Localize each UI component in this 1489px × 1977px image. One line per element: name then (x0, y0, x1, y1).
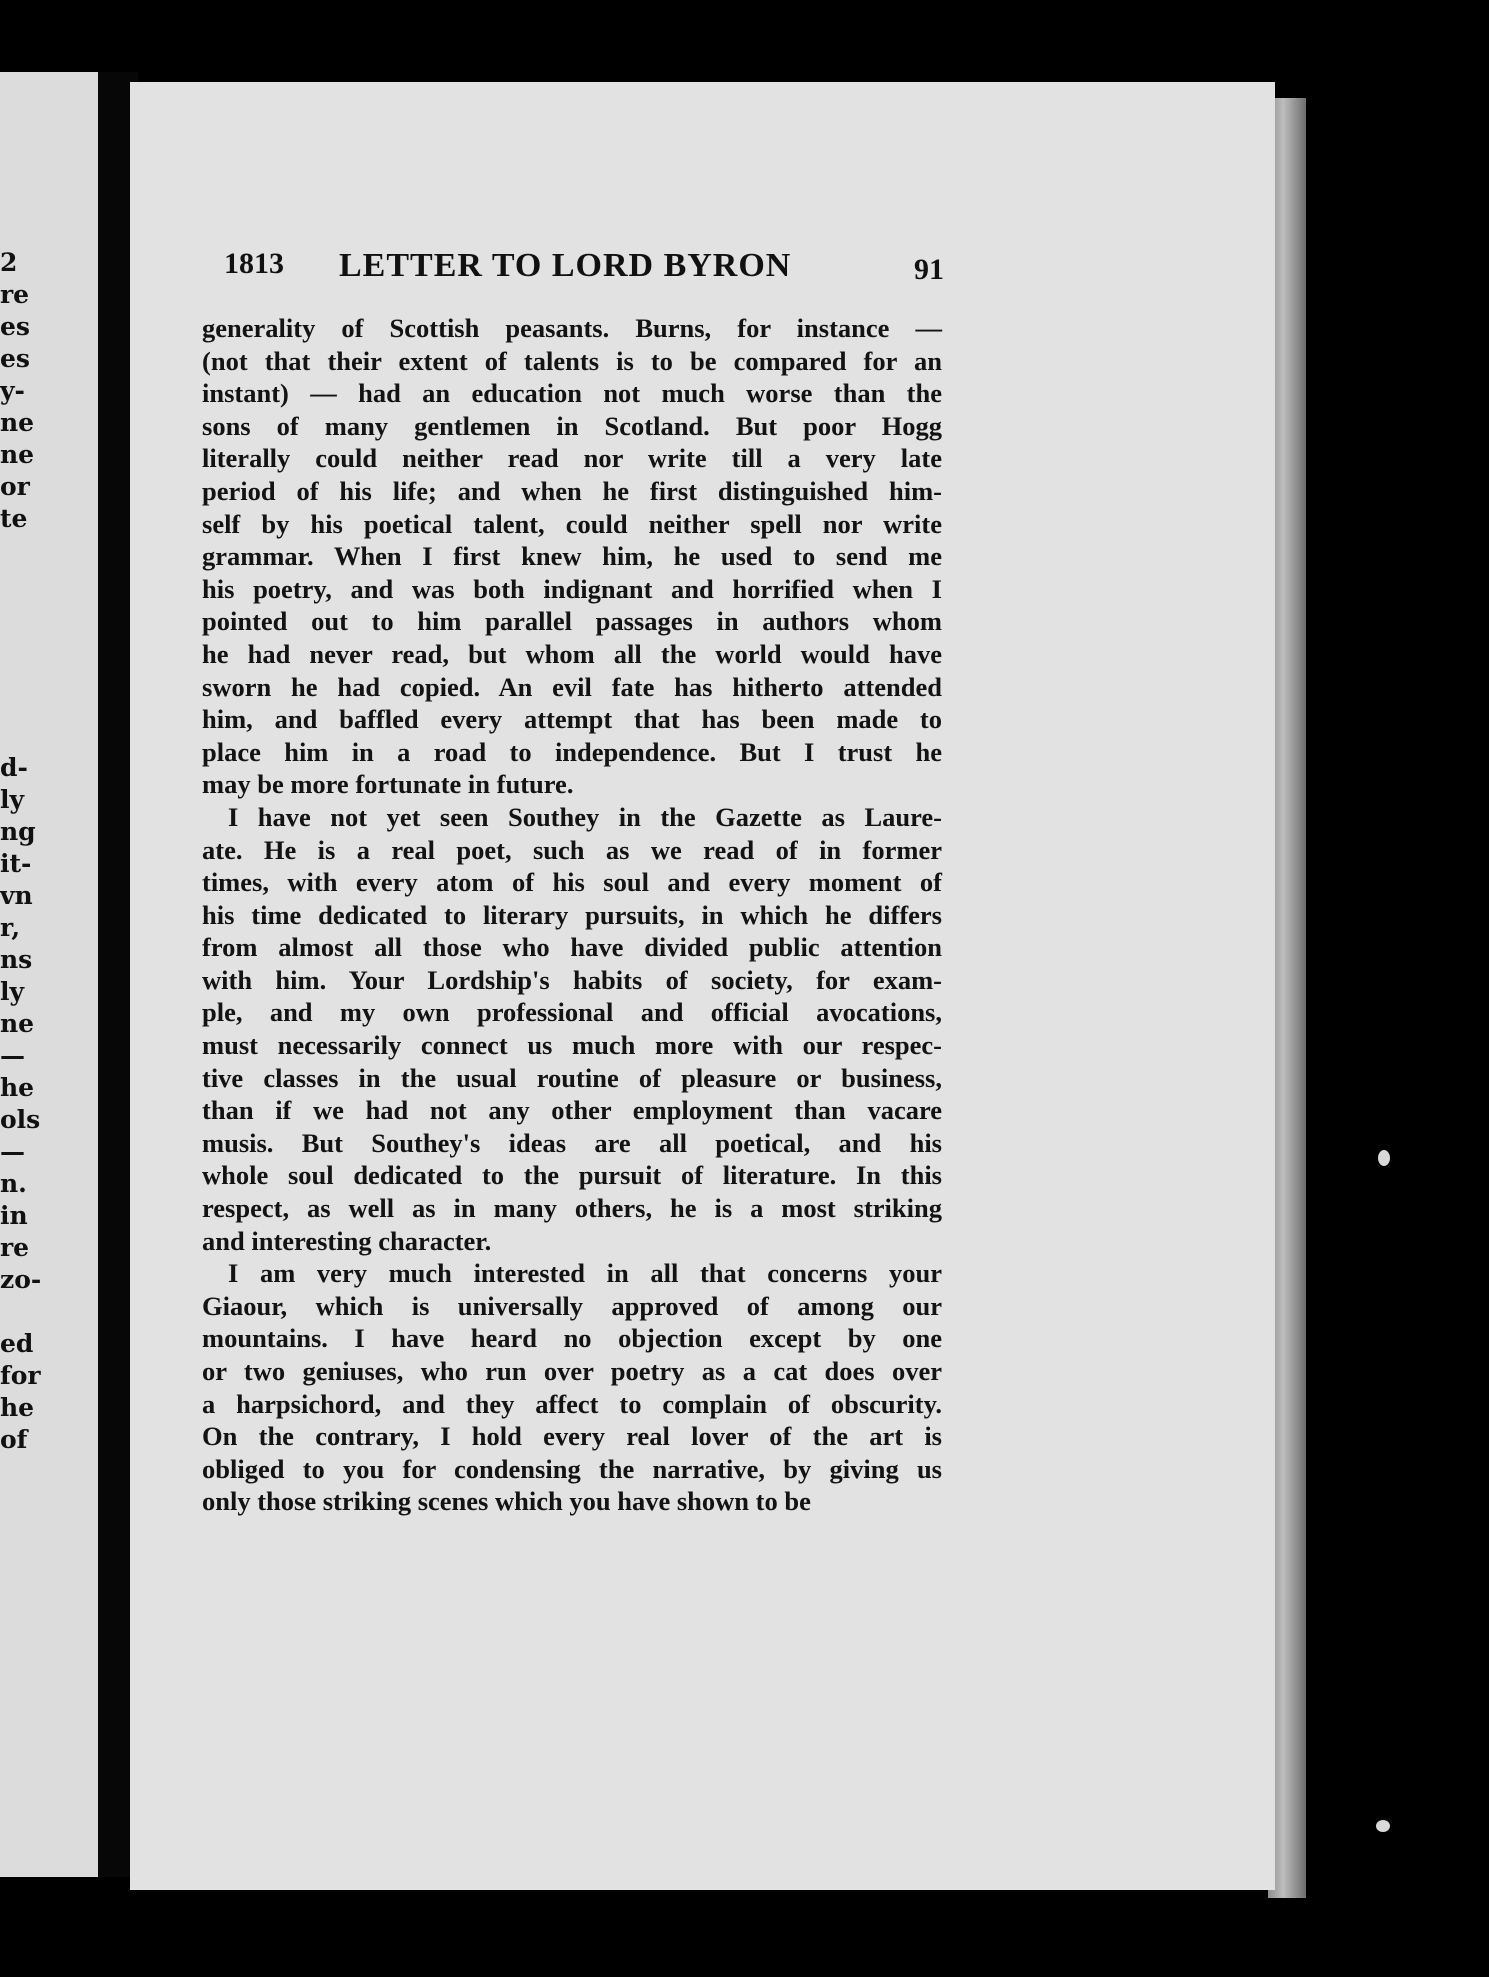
left-page-fragment (0, 1296, 98, 1328)
left-page-fragment: es (0, 312, 30, 341)
text-line: Giaour, which is universally approved of among our (202, 1290, 942, 1321)
text-line: a harpsichord, and they affect to complain of obscurity. (202, 1388, 942, 1419)
left-page-fragment: re (0, 280, 30, 309)
text-line: literally could neither read nor write till a very late (202, 443, 942, 474)
left-page-fragment: ne (0, 408, 35, 437)
text-line: place him in a road to independence. But I trust he (202, 736, 942, 767)
left-page-fragment: ng (0, 817, 36, 846)
paragraph (202, 801, 942, 1257)
left-page-fragment: — (0, 1137, 25, 1166)
running-head (224, 247, 944, 297)
paragraph (202, 312, 942, 801)
letter-body-text (202, 312, 942, 1518)
text-line: I have not yet seen Southey in the Gazette as Laure- (228, 801, 942, 832)
text-line: must necessarily connect us much more with our respec- (202, 1030, 942, 1061)
left-page-fragment: n. (0, 1169, 27, 1198)
left-page-fragment: ly (0, 977, 25, 1006)
paragraph (202, 1257, 942, 1518)
left-page-fragment: y- (0, 376, 25, 405)
text-line: respect, as well as in many others, he is a most striking (202, 1193, 942, 1224)
text-line: obliged to you for condensing the narrative, by giving us (202, 1453, 942, 1484)
left-page-fragment: ols (0, 1105, 41, 1134)
left-page-fragment: or (0, 472, 30, 501)
text-line: ate. He is a real poet, such as we read of in former (202, 834, 942, 865)
text-line: ple, and my own professional and official avocations, (202, 997, 942, 1028)
text-line: or two geniuses, who run over poetry as a cat does over (202, 1356, 942, 1386)
text-line: may be more fortunate in future. (202, 769, 574, 800)
left-page-fragment: he (0, 1393, 35, 1422)
left-page-fragment: — (0, 1041, 25, 1070)
text-line: (not that their extent of talents is to be compared for an (202, 345, 942, 376)
left-page-fragment: es (0, 344, 30, 373)
scan-speck (1376, 1820, 1390, 1832)
text-line: whole soul dedicated to the pursuit of literature. In this (202, 1160, 942, 1191)
running-head-year: 1813 (224, 247, 284, 280)
text-line: On the contrary, I hold every real lover of the art is (202, 1421, 942, 1452)
left-page-fragment: 2 (0, 248, 18, 277)
text-line: with him. Your Lordship's habits of society, for exam- (202, 964, 942, 995)
left-page-fragment: in (0, 1201, 28, 1230)
left-page-lower-fragments (0, 752, 98, 1456)
scan-speck (1378, 1150, 1390, 1166)
left-page-fragment: ed (0, 1329, 34, 1358)
left-page-fragment: vn (0, 881, 33, 910)
left-page-fragment: ne (0, 1009, 35, 1038)
text-line: sons of many gentlemen in Scotland. But poor Hogg (202, 410, 942, 441)
left-page-fragment: re (0, 1233, 30, 1262)
text-line: only those striking scenes which you have shown to be (202, 1486, 811, 1517)
left-page-margin (0, 72, 98, 1877)
text-line: than if we had not any other employment than vacare (202, 1095, 942, 1126)
left-page-fragment: for (0, 1361, 41, 1390)
text-line: sworn he had copied. An evil fate has hitherto attended (202, 671, 942, 702)
left-page-fragment: it- (0, 849, 32, 878)
text-line: tive classes in the usual routine of pleasure or business, (202, 1062, 942, 1093)
text-line: grammar. When I first knew him, he used to send me (202, 541, 942, 572)
left-page-fragment: ne (0, 440, 35, 469)
left-page-upper-fragments (0, 247, 98, 535)
left-page-fragment: zo- (0, 1265, 42, 1294)
text-line: times, with every atom of his soul and every moment of (202, 867, 942, 898)
text-line: I am very much interested in all that concerns your (228, 1258, 942, 1289)
text-line: him, and baffled every attempt that has been made to (202, 704, 942, 735)
left-page-fragment: r, (0, 913, 21, 942)
running-head-title: LETTER TO LORD BYRON (339, 247, 792, 284)
page-number: 91 (914, 253, 944, 286)
text-line: he had never read, but whom all the world would have (202, 638, 942, 669)
text-line: instant) — had an education not much worse than the (202, 378, 942, 409)
left-page-fragment: ns (0, 945, 33, 974)
left-page-fragment: of (0, 1425, 28, 1454)
text-line: his time dedicated to literary pursuits, in which he differs (202, 899, 942, 930)
text-line: from almost all those who have divided public attention (202, 932, 942, 963)
left-page-fragment: te (0, 504, 28, 533)
text-line: mountains. I have heard no objection except by one (202, 1323, 942, 1354)
text-line: pointed out to him parallel passages in authors whom (202, 606, 942, 637)
text-line: musis. But Southey's ideas are all poetical, and his (202, 1127, 942, 1158)
text-line: period of his life; and when he first distinguished him- (202, 475, 942, 506)
left-page-fragment: ly (0, 785, 25, 814)
left-page-fragment: he (0, 1073, 35, 1102)
text-line: his poetry, and was both indignant and horrified when I (202, 573, 942, 604)
text-line: generality of Scottish peasants. Burns, for instance — (202, 313, 942, 343)
text-line: self by his poetical talent, could neither spell nor write (202, 508, 942, 539)
text-line: and interesting character. (202, 1225, 492, 1256)
left-page-fragment: d- (0, 753, 28, 782)
